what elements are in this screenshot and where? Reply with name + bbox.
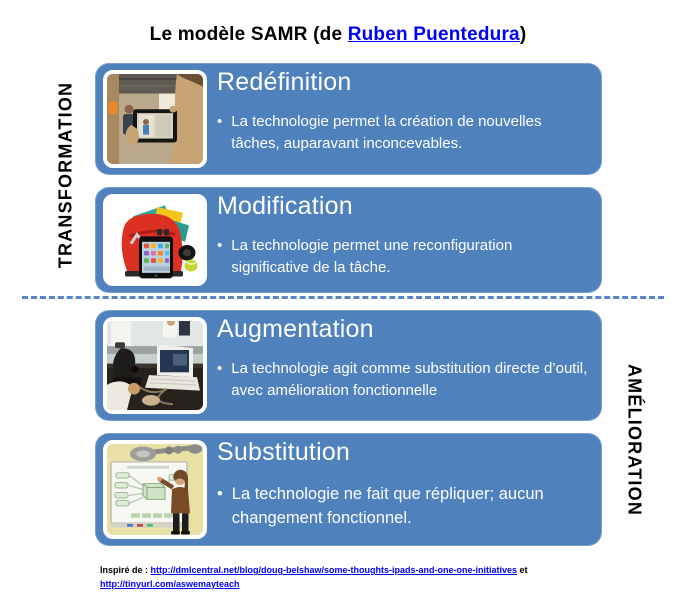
box-bullet-redefinition: [217, 111, 592, 155]
ruben-puentedura-link[interactable]: Ruben Puentedura: [347, 24, 520, 45]
samr-box-modification: [95, 187, 602, 293]
bullet-text-augmentation: La technologie agit comme substitution directe d’outil, avec amélioration fonctionnelle: [231, 360, 588, 399]
teacher-interactive-whiteboard-photo: [103, 440, 207, 539]
tablet-camera-hallway-illustration: [107, 74, 203, 164]
transformation-label: TRANSFORMATION: [55, 81, 76, 269]
footer-link-dmlcentral[interactable]: http://dmlcentral.net/blog/doug-belshaw/some-thoughts-ipads-and-one-one-initiatives: [150, 565, 518, 575]
backpack-ipad-illustration: [107, 198, 203, 282]
samr-box-redefinition: [95, 63, 602, 175]
footer-separator: et: [517, 565, 528, 575]
footer-prefix: Inspiré de :: [100, 565, 151, 575]
box-title-modification: Modification: [217, 192, 353, 220]
bullet-text-substitution: La technologie ne fait que répliquer; aucun changement fonctionnel.: [231, 485, 544, 527]
bullet-text-modification: La technologie permet une reconfiguration significative de la tâche.: [231, 237, 513, 276]
footer-link-tinyurl[interactable]: http://tinyurl.com/aswemayteach: [100, 578, 240, 589]
samr-box-augmentation: [95, 310, 602, 421]
bullet-dot: •: [217, 360, 223, 377]
bullet-dot: •: [217, 485, 223, 503]
box-title-redefinition: Redéfinition: [217, 68, 352, 96]
bullet-dot: •: [217, 237, 223, 254]
tablet-camera-hallway-photo: [103, 70, 207, 168]
box-title-augmentation: Augmentation: [217, 315, 374, 343]
footer-credits: [100, 564, 620, 591]
page-title-prefix: Le modèle SAMR (de: [149, 24, 348, 45]
backpack-ipad-photo: [103, 194, 207, 286]
teacher-interactive-whiteboard-illustration: [107, 444, 203, 535]
bullet-text-redefinition: La technologie permet la création de nouvelles tâches, auparavant inconcevables.: [231, 113, 542, 152]
box-bullet-modification: [217, 235, 592, 279]
lab-laptop-microscope-illustration: [107, 321, 203, 410]
samr-box-substitution: [95, 433, 602, 546]
bullet-dot: •: [217, 113, 223, 130]
amelioration-label: AMÉLIORATION: [624, 363, 645, 517]
page-title: [0, 24, 676, 46]
transformation-amelioration-divider: [22, 296, 664, 299]
box-bullet-substitution: [217, 483, 562, 531]
page-title-suffix: ): [519, 24, 527, 45]
lab-laptop-microscope-photo: [103, 317, 207, 414]
box-title-substitution: Substitution: [217, 438, 351, 466]
box-bullet-augmentation: [217, 358, 592, 402]
